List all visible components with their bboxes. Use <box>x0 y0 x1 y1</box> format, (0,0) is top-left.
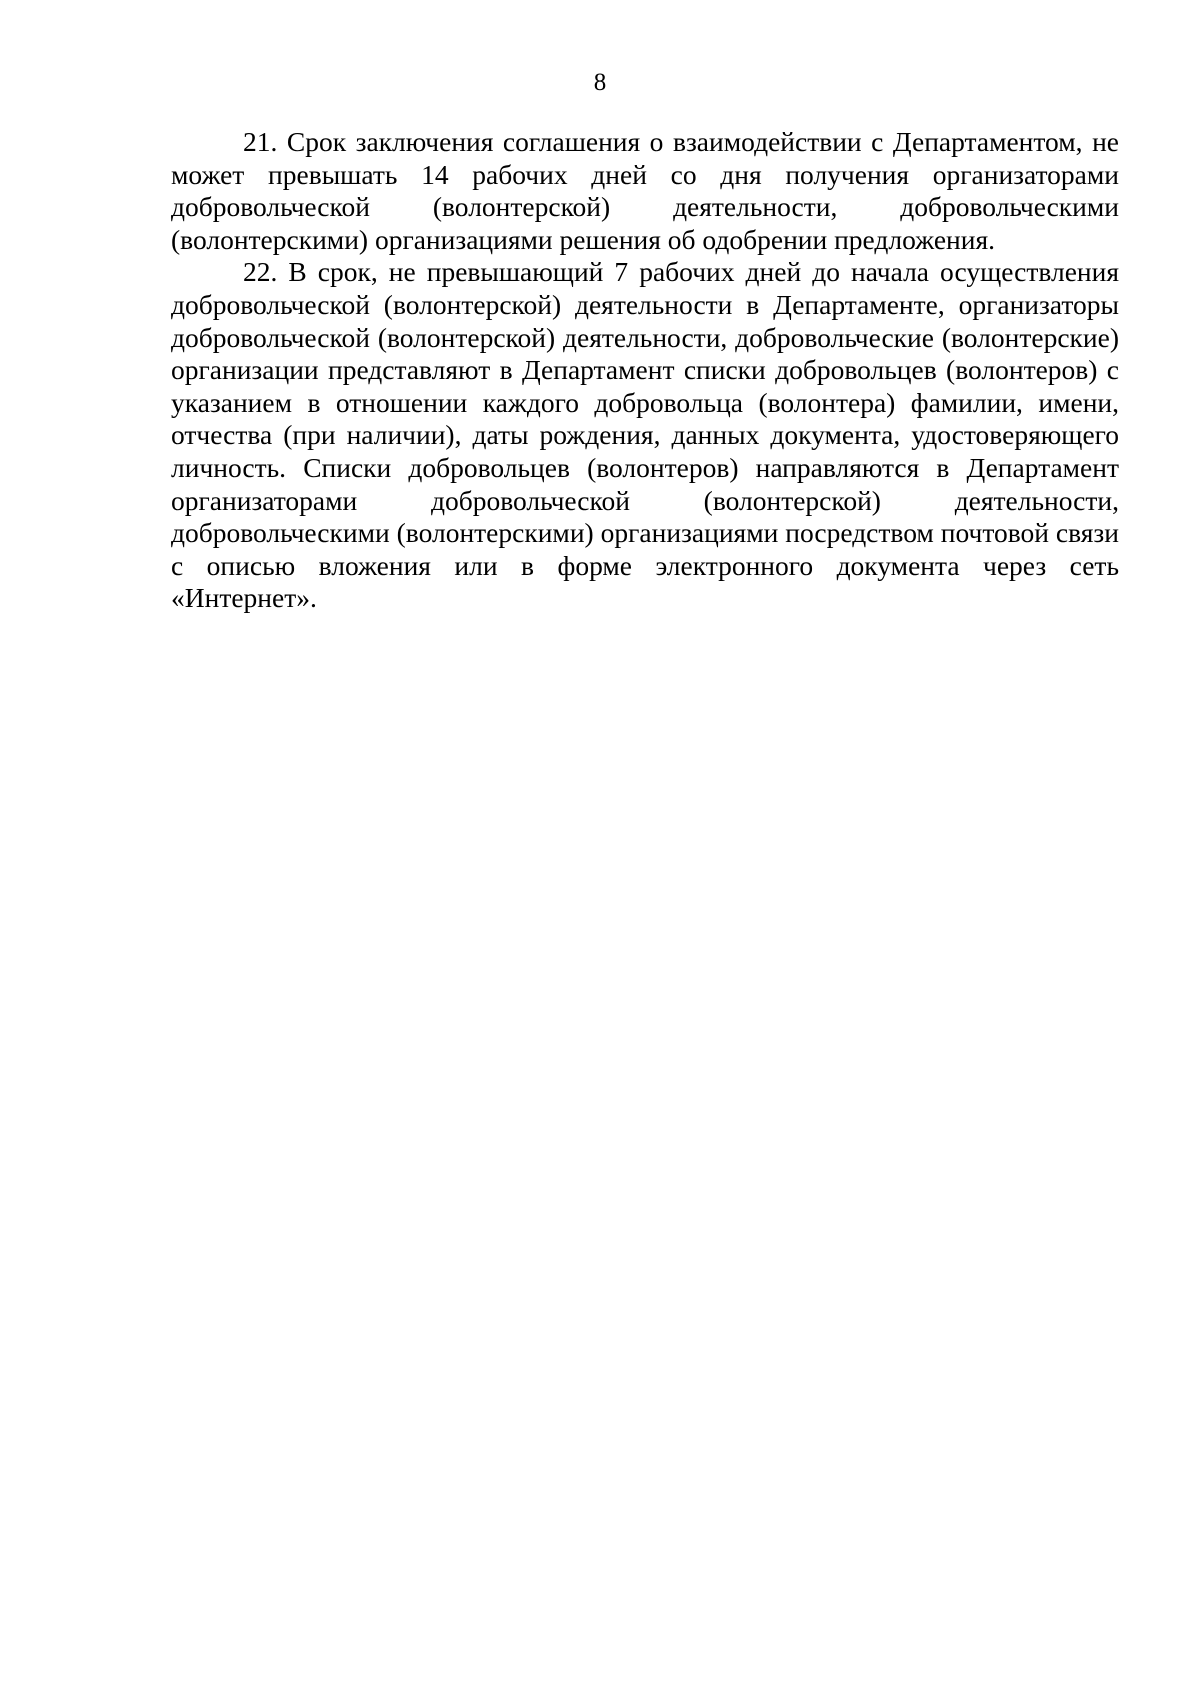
page-number: 8 <box>593 69 607 96</box>
document-body <box>171 126 1119 615</box>
paragraph-22: 22. В срок, не превышающий 7 рабочих дней до начала осуществления добровольческой (волонтерской) деятельности в Департаменте, организаторы добровольческой (волонтерской) деятельности, добровольческие (волонтерские) организации представляют в Департамент списки добровольцев (волонтеров) с указанием в отношении каждого добровольца (волонтера) фамилии, имени, отчества (при наличии), даты рождения, данных документа, удостоверяющего личность. Списки добровольцев (волонтеров) направляются в Департамент организаторами добровольческой (волонтерской) деятельности, добровольческими (волонтерскими) организациями посредством почтовой связи с описью вложения или в форме электронного документа через сеть «Интернет». <box>171 256 1119 614</box>
paragraph-21: 21. Срок заключения соглашения о взаимодействии с Департаментом, не может превышать 14 рабочих дней со дня получения организаторами добровольческой (волонтерской) деятельности, добровольческими (волонтерскими) организациями решения об одобрении предложения. <box>171 126 1119 255</box>
